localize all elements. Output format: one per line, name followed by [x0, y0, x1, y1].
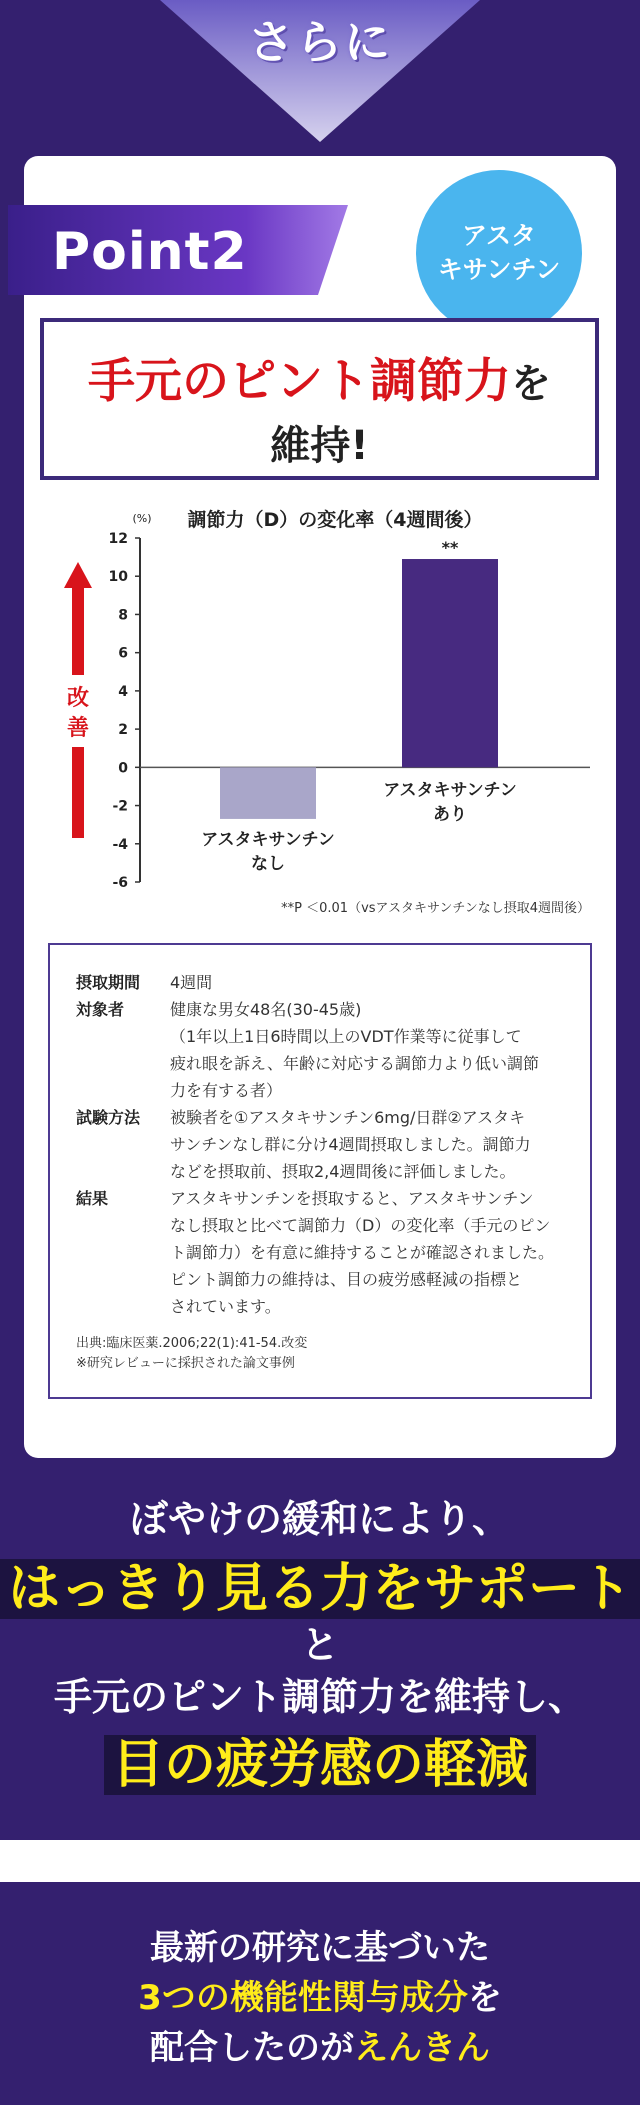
study-row-text: アスタキサンチンを摂取すると、アスタキサンチン — [170, 1189, 534, 1208]
y-tick-label: 10 — [108, 569, 128, 586]
source-note: ※研究レビューに採択された論文事例 — [76, 1356, 295, 1371]
study-row-text: なし摂取と比べて調節力（D）の変化率（手元のピン — [170, 1216, 551, 1235]
chart-title: 調節力（D）の変化率（4週間後） — [187, 509, 483, 531]
improve-arrow-head — [64, 562, 92, 588]
bar-chart — [50, 500, 610, 930]
ingredient-badge — [416, 170, 582, 336]
point-label: Point2 — [52, 222, 248, 282]
category-label: アスタキサンチン — [201, 829, 335, 850]
summary-line-4: 手元のピント調節力を維持し、 — [53, 1675, 586, 1719]
y-tick-label: 4 — [118, 683, 128, 700]
y-tick-label: -4 — [112, 836, 128, 853]
improve-label-char-2: 善 — [66, 716, 90, 741]
summary-highlight-2-text: 目の疲労感の軽減 — [104, 1735, 536, 1795]
chart-svg — [50, 500, 610, 930]
headline-red: 手元のピント調節力 — [88, 354, 511, 409]
study-row-label: 対象者 — [76, 1000, 125, 1019]
category-label: なし — [251, 853, 285, 874]
footer-line-3 — [0, 2020, 640, 2069]
study-row-text: などを摂取前、摂取2,4週間後に評価しました。 — [170, 1162, 516, 1181]
y-axis-unit: (%) — [132, 512, 152, 525]
footer-white-1: を — [467, 1978, 502, 2018]
summary-highlight-2 — [0, 1722, 640, 1797]
headline-line-2: 維持! — [270, 423, 369, 469]
headline-suffix: を — [511, 361, 551, 407]
footer-line-1: 最新の研究に基づいた — [150, 1928, 490, 1968]
badge-line-1: アスタ — [461, 221, 536, 250]
study-row-label: 試験方法 — [76, 1108, 141, 1127]
study-row-label: 結果 — [76, 1189, 109, 1208]
footer-yellow-1: 3つの機能性関与成分 — [138, 1978, 468, 2018]
significance-marker: ** — [441, 538, 459, 558]
y-tick-label: 2 — [118, 722, 128, 739]
study-row-text: 4週間 — [170, 973, 213, 992]
badge-line-2: キサンチン — [437, 255, 561, 284]
y-tick-label: 0 — [118, 760, 128, 777]
y-tick-label: -2 — [112, 798, 128, 815]
y-tick-label: -6 — [112, 875, 128, 891]
study-row-label: 摂取期間 — [76, 973, 141, 992]
banner-title: さらに — [248, 15, 392, 69]
category-label: あり — [433, 804, 467, 825]
study-row-text: 被験者を①アスタキサンチン6mg/日群②アスタキ — [170, 1108, 526, 1127]
study-row-text: ピント調節力の維持は、目の疲労感軽減の指標と — [170, 1270, 523, 1289]
study-row-text: 力を有する者） — [170, 1081, 283, 1100]
study-row-text: 疲れ眼を訴え、年齢に対応する調節力より低い調節 — [170, 1054, 539, 1073]
footer-line-2 — [0, 1970, 640, 2019]
y-tick-label: 6 — [118, 645, 128, 662]
headline-line-1 — [44, 344, 595, 411]
significance-note: **P ＜0.01（vsアスタキサンチンなし摂取4週間後） — [281, 901, 590, 916]
summary-line-3: と — [300, 1623, 339, 1667]
category-label: アスタキサンチン — [383, 780, 517, 801]
source-citation: 出典:臨床医薬.2006;22(1):41-54.改変 — [76, 1336, 308, 1351]
bar — [220, 767, 316, 819]
footer-white-2: 配合したのが — [150, 2028, 354, 2068]
summary-highlight-1-text: はっきり見る力をサポート — [0, 1559, 640, 1619]
study-row-text: （1年以上1日6時間以上のVDT作業等に従事して — [170, 1027, 522, 1046]
summary-highlight-1 — [0, 1546, 640, 1621]
study-row-text: サンチンなし群に分け4週間摂取しました。調節力 — [170, 1135, 531, 1154]
headline-box — [40, 318, 599, 480]
summary-line-1: ぼやけの緩和により、 — [129, 1497, 510, 1541]
study-row-text: ト調節力）を有意に維持することが確認されました。 — [170, 1243, 555, 1262]
study-row-text: 健康な男女48名(30-45歳) — [170, 1000, 362, 1019]
study-row-text: されています。 — [170, 1297, 281, 1316]
footer-yellow-2: えんきん — [354, 2028, 490, 2068]
y-tick-label: 8 — [118, 607, 128, 624]
bar — [402, 559, 498, 767]
improve-label-char-1: 改 — [66, 686, 90, 711]
y-tick-label: 12 — [108, 531, 128, 547]
